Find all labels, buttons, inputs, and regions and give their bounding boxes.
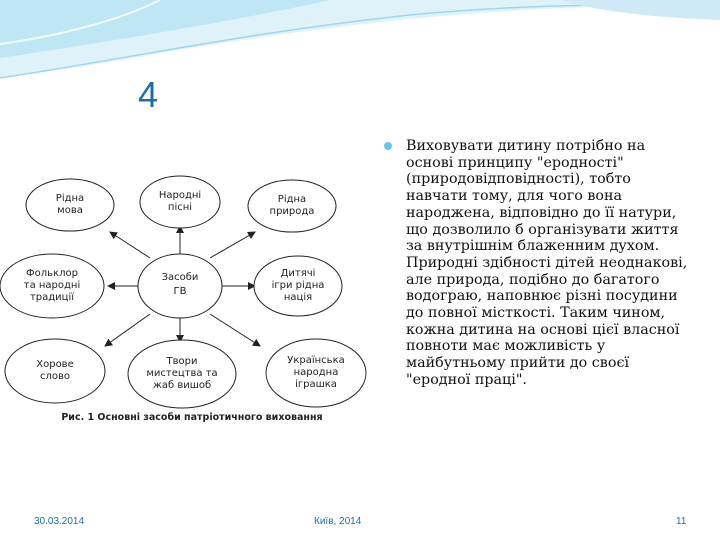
svg-text:природа: природа bbox=[269, 206, 315, 217]
svg-text:пісні: пісні bbox=[167, 202, 193, 213]
diagram-node-zasoby-gv bbox=[138, 254, 222, 318]
svg-text:нація: нація bbox=[283, 292, 313, 303]
svg-text:слово: слово bbox=[39, 371, 71, 382]
footer-date: 30.03.2014 bbox=[34, 516, 85, 527]
svg-text:Дитячі: Дитячі bbox=[280, 268, 316, 279]
content-paragraph: Виховувати дитину потрібно на основі принципу "еродності" (природовідповідності), тобто навчати тому, для чого вона народжена, відповідно до її натури, що дозволило б організувати життя за внутрішнім блаженним духом. Природні здібності дітей неоднакові, але природа, подібно до багатого водограю, наповнює різні посудини до повної місткості. Таким чином, кожна дитина на основі цієї власної повноти має можливість у майбутньому прийти до своєї "еродної праці". bbox=[406, 138, 688, 388]
diagram-caption: Рис. 1 Основні засоби патріотичного виховання bbox=[61, 412, 323, 423]
svg-text:та народні: та народні bbox=[23, 280, 81, 291]
svg-text:Фольклор: Фольклор bbox=[26, 268, 78, 279]
svg-text:Рідна: Рідна bbox=[277, 194, 307, 205]
content-text-block bbox=[386, 138, 696, 389]
footer-place: Київ, 2014 bbox=[314, 516, 362, 527]
diagram-node-ukrainska-ihrashka bbox=[266, 339, 366, 407]
svg-text:мова: мова bbox=[57, 205, 83, 216]
svg-text:ГВ: ГВ bbox=[173, 286, 187, 297]
bullet-icon bbox=[384, 142, 392, 150]
svg-text:Засоби: Засоби bbox=[161, 272, 199, 283]
slide-number: 4 bbox=[138, 74, 159, 115]
svg-text:ігри рідна: ігри рідна bbox=[271, 280, 325, 291]
svg-text:Українська: Українська bbox=[287, 355, 345, 366]
diagram-node-narodni-pisni bbox=[140, 176, 220, 228]
diagram-node-folklor bbox=[0, 254, 104, 318]
svg-text:мистецтва та: мистецтва та bbox=[146, 368, 218, 379]
diagram-node-dytiachi-ihry bbox=[254, 256, 342, 316]
svg-text:іграшка: іграшка bbox=[295, 379, 337, 390]
svg-text:Народні: Народні bbox=[158, 190, 202, 201]
svg-text:жаб вишоб: жаб вишоб bbox=[152, 380, 212, 391]
patriotic-education-diagram bbox=[0, 170, 380, 430]
svg-text:Рідна: Рідна bbox=[55, 193, 85, 204]
diagram-node-khorove-slovo bbox=[5, 339, 105, 403]
svg-text:Твори: Твори bbox=[166, 356, 198, 367]
footer-page-number: 11 bbox=[676, 516, 687, 527]
svg-text:традиції: традиції bbox=[29, 292, 75, 303]
svg-text:народна: народна bbox=[293, 367, 339, 378]
svg-text:Хорове: Хорове bbox=[36, 359, 74, 370]
diagram-node-ridna-pryroda bbox=[248, 180, 336, 232]
header-wave-decoration bbox=[0, 0, 720, 90]
diagram-node-tvory-mystetstva bbox=[128, 340, 236, 408]
diagram-node-ridna-mova bbox=[26, 179, 114, 231]
